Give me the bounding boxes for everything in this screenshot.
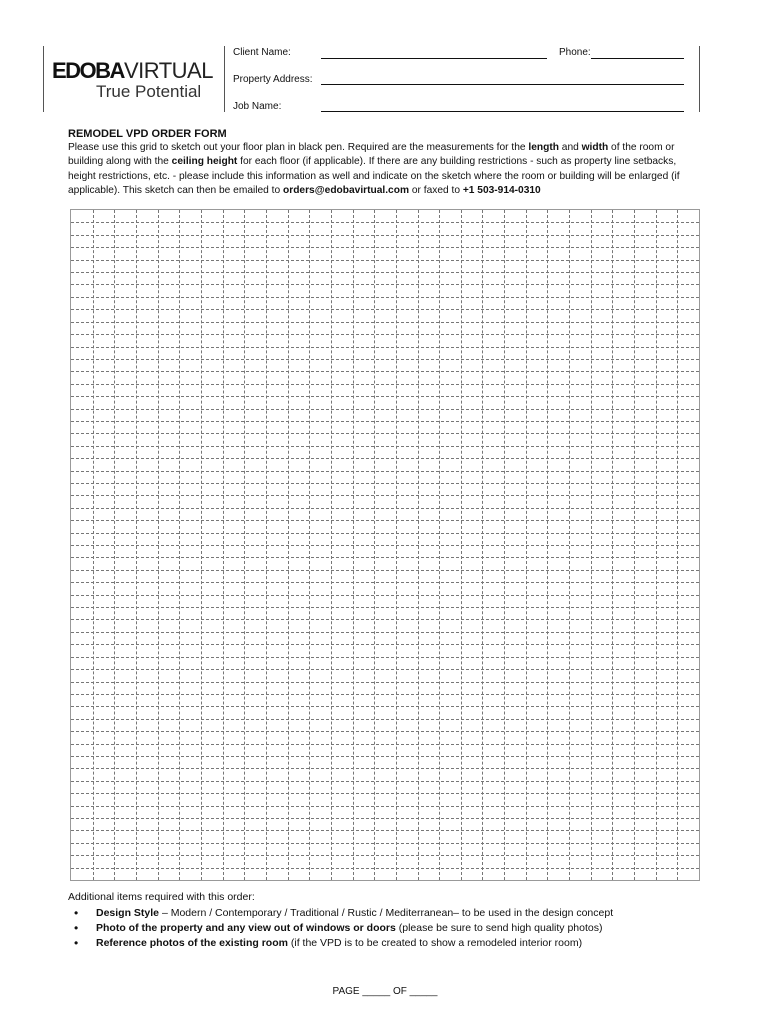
grid-line-horizontal (71, 582, 699, 583)
grid-line-horizontal (71, 632, 699, 633)
instructions-text-5: or faxed to (409, 184, 463, 196)
grid-line-horizontal (71, 347, 699, 348)
header-left-rule (43, 46, 44, 112)
grid-line-horizontal (71, 756, 699, 757)
job-name-label: Job Name: (233, 101, 282, 112)
grid-line-horizontal (71, 483, 699, 484)
grid-line-horizontal (71, 322, 699, 323)
grid-line-horizontal (71, 669, 699, 670)
grid-line-horizontal (71, 830, 699, 831)
grid-line-horizontal (71, 806, 699, 807)
property-address-label: Property Address: (233, 74, 313, 85)
job-name-field[interactable] (321, 111, 684, 112)
order-email: orders@edobavirtual.com (283, 184, 410, 196)
grid-line-horizontal (71, 284, 699, 285)
grid-line-horizontal (71, 471, 699, 472)
grid-line-horizontal (71, 433, 699, 434)
item-text: (please be sure to send high quality photos) (395, 922, 603, 934)
grid-line-horizontal (71, 359, 699, 360)
list-item (72, 921, 613, 936)
logo-brand-bold: EDOBA (52, 58, 124, 83)
grid-line-horizontal (71, 247, 699, 248)
grid-line-horizontal (71, 520, 699, 521)
grid-line-horizontal (71, 557, 699, 558)
grid-line-horizontal (71, 458, 699, 459)
instructions-paragraph (68, 141, 698, 198)
client-name-field[interactable] (321, 58, 547, 59)
grid-line-horizontal (71, 297, 699, 298)
fax-number: +1 503-914-0310 (462, 184, 541, 196)
grid-line-horizontal (71, 371, 699, 372)
item-text: – Modern / Contemporary / Traditional / Rustic / Mediterranean– to be used in the design concept (159, 907, 614, 919)
grid-line-horizontal (71, 595, 699, 596)
grid-line-horizontal (71, 855, 699, 856)
grid-line-horizontal (71, 694, 699, 695)
grid-line-horizontal (71, 334, 699, 335)
property-address-field[interactable] (321, 84, 684, 85)
list-item (72, 906, 613, 921)
additional-items-list (72, 906, 613, 951)
grid-line-horizontal (71, 508, 699, 509)
grid-line-horizontal (71, 744, 699, 745)
header-right-rule (699, 46, 700, 112)
grid-line-horizontal (71, 446, 699, 447)
additional-items-title: Additional items required with this order: (68, 891, 255, 903)
item-bold: Design Style (96, 907, 160, 919)
phone-label: Phone: (559, 47, 591, 58)
ceiling-height-term: ceiling height (171, 156, 238, 168)
grid-line-horizontal (71, 768, 699, 769)
grid-line-horizontal (71, 843, 699, 844)
grid-line-horizontal (71, 396, 699, 397)
logo-tagline: True Potential (96, 82, 202, 101)
grid-line-horizontal (71, 719, 699, 720)
phone-field[interactable] (591, 58, 684, 59)
form-title: REMODEL VPD ORDER FORM (68, 128, 227, 140)
list-item (72, 936, 613, 951)
grid-line-horizontal (71, 222, 699, 223)
grid-line-horizontal (71, 868, 699, 869)
grid-line-horizontal (71, 545, 699, 546)
grid-line-horizontal (71, 272, 699, 273)
grid-line-horizontal (71, 260, 699, 261)
item-bold: Reference photos of the existing room (96, 937, 288, 949)
grid-line-horizontal (71, 682, 699, 683)
grid-line-horizontal (71, 570, 699, 571)
instructions-text-4: for each floor (if applicable). If there are any building restrictions - such as property line setbacks, height restrictions, etc. - please include this information as well and indicate on the sketch where the room or building will be enlarged (if applicable). This sketch can then be emailed to (68, 156, 680, 196)
grid-line-horizontal (71, 495, 699, 496)
grid-line-horizontal (71, 644, 699, 645)
grid-line-horizontal (71, 235, 699, 236)
grid-line-horizontal (71, 607, 699, 608)
grid-line-horizontal (71, 421, 699, 422)
width-term: width (581, 142, 609, 153)
sketch-grid[interactable] (70, 209, 700, 881)
grid-line-horizontal (71, 309, 699, 310)
company-logo (52, 58, 213, 84)
instructions-text-1: Please use this grid to sketch out your floor plan in black pen. Required are the measurements for the (68, 142, 529, 153)
grid-line-horizontal (71, 409, 699, 410)
client-name-label: Client Name: (233, 47, 291, 58)
item-text: (if the VPD is to be created to show a remodeled interior room) (287, 937, 583, 949)
grid-line-horizontal (71, 781, 699, 782)
grid-line-horizontal (71, 657, 699, 658)
grid-line-horizontal (71, 793, 699, 794)
length-term: length (528, 142, 559, 153)
grid-line-horizontal (71, 818, 699, 819)
grid-line-horizontal (71, 706, 699, 707)
item-bold: Photo of the property and any view out of windows or doors (96, 922, 396, 934)
instructions-text-2: and (558, 142, 582, 153)
page-number[interactable]: PAGE _____ OF _____ (332, 986, 438, 997)
instructions-text-3: of the room or building along with the (68, 142, 675, 168)
logo-brand-light: VIRTUAL (123, 58, 213, 83)
grid-line-horizontal (71, 619, 699, 620)
grid-line-horizontal (71, 384, 699, 385)
grid-line-horizontal (71, 533, 699, 534)
header-divider-rule (224, 46, 225, 112)
grid-line-horizontal (71, 731, 699, 732)
